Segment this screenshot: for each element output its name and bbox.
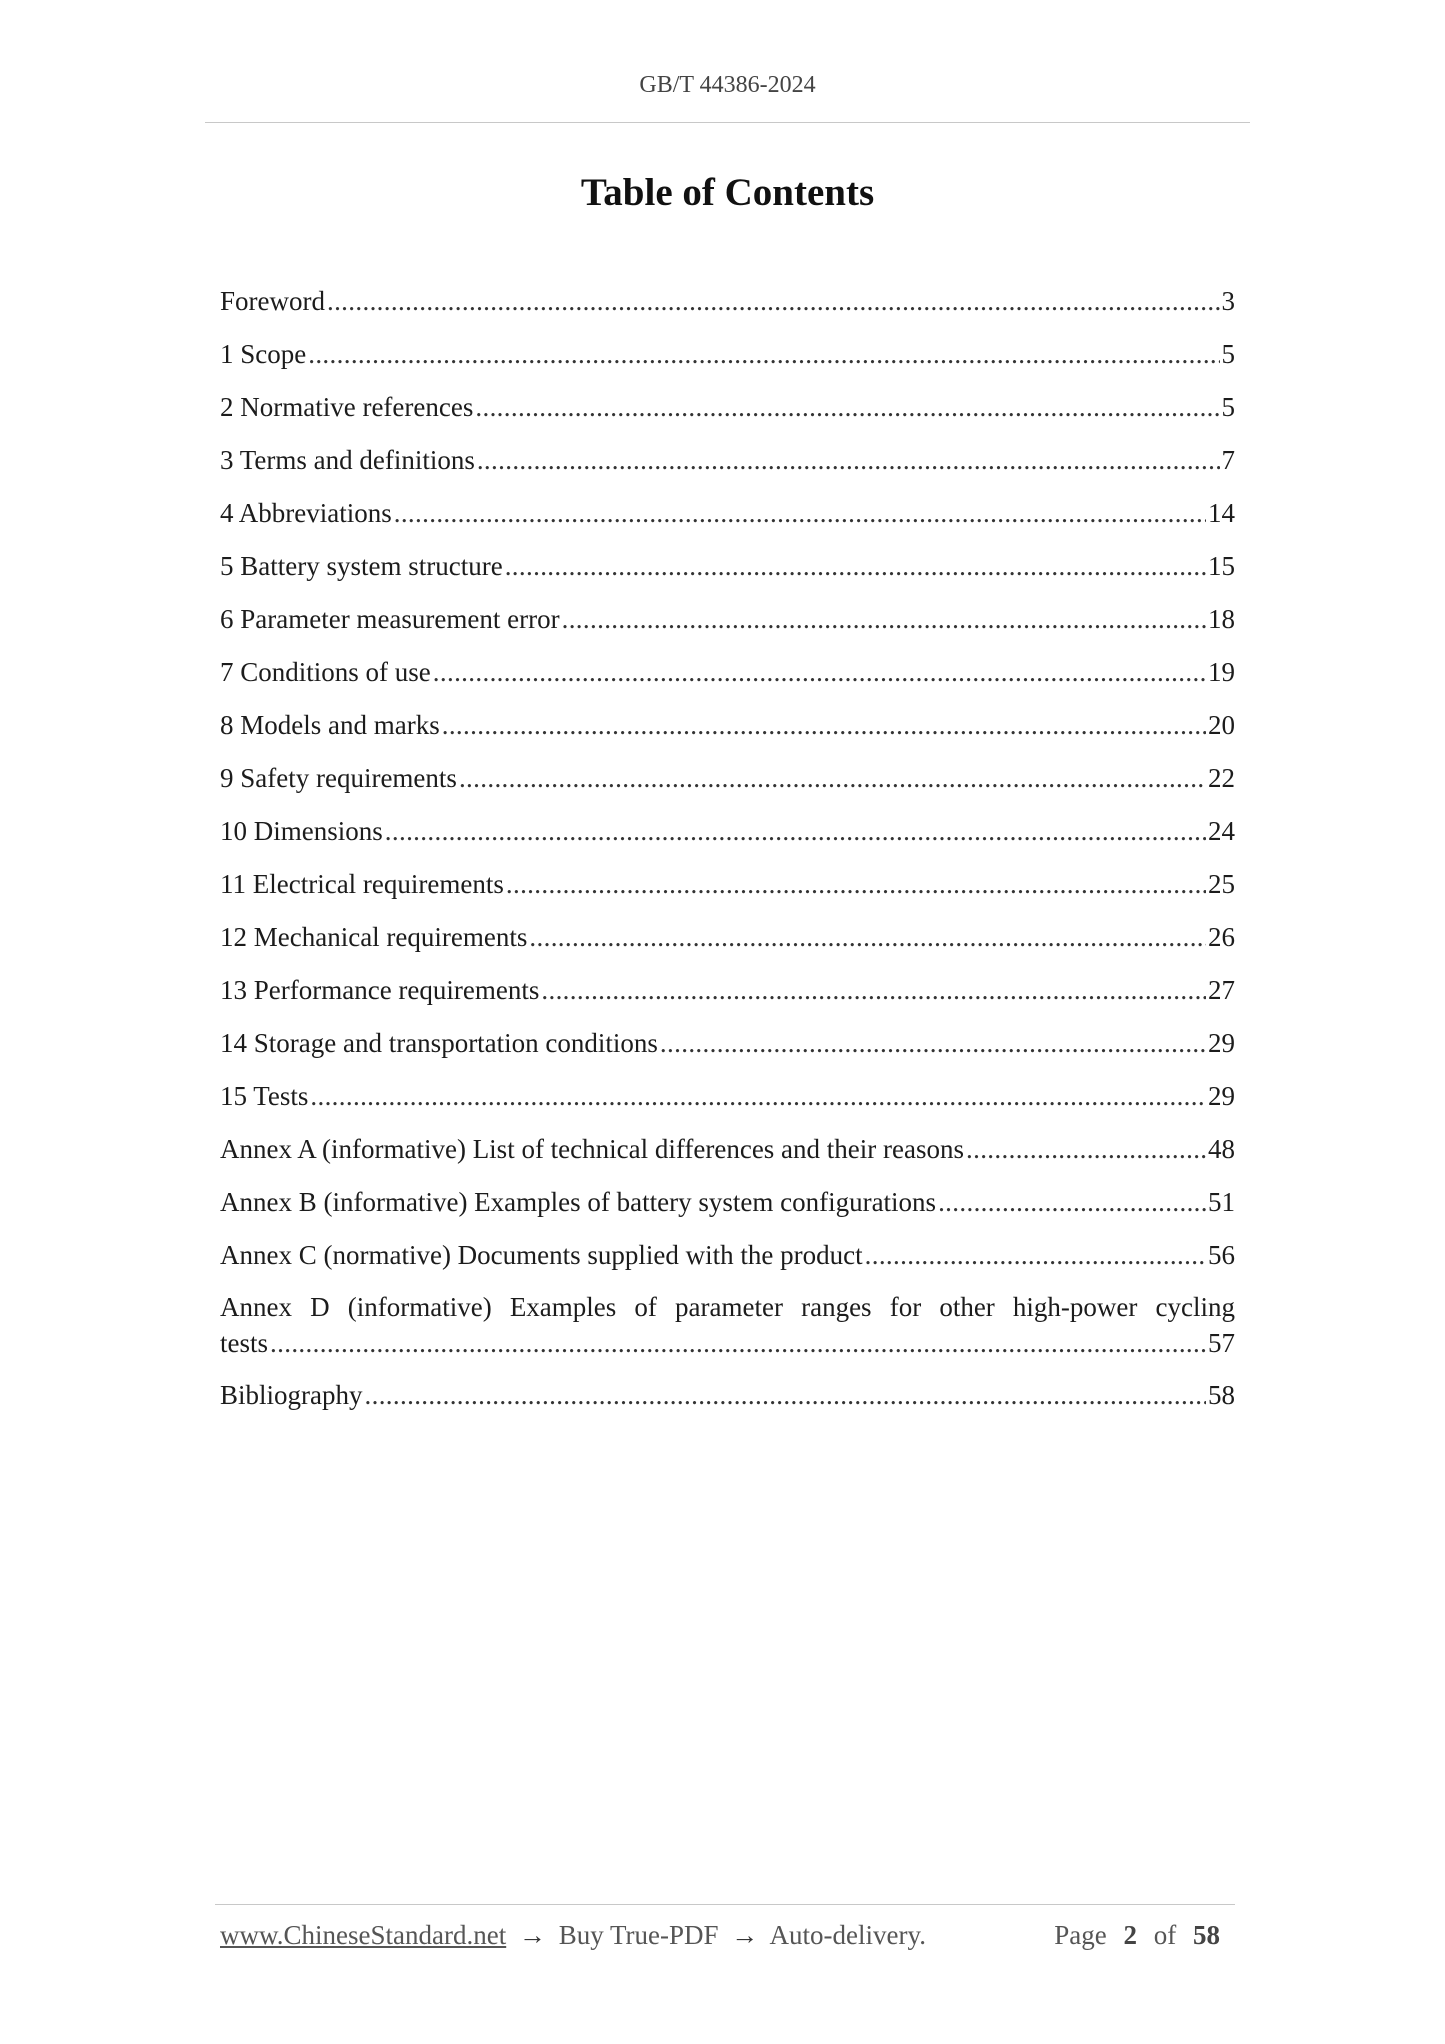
toc-entry[interactable] — [220, 812, 1235, 850]
toc-entry-label: Foreword — [220, 286, 325, 316]
arrow-right-icon: → — [518, 1920, 546, 1950]
toc-entry-page: 48 — [1208, 1134, 1235, 1164]
toc-entry-label: 8 Models and marks — [220, 710, 440, 740]
toc-entry-page: 3 — [1221, 286, 1235, 316]
toc-entry[interactable] — [220, 759, 1235, 797]
toc-entry[interactable] — [220, 441, 1235, 479]
auto-delivery-text: Auto-delivery. — [769, 1920, 926, 1950]
toc-entry-page: 56 — [1208, 1240, 1235, 1270]
toc-entry-page: 22 — [1208, 763, 1235, 793]
toc-entry-label-continued: tests — [220, 1328, 269, 1358]
toc-entry-label: 11 Electrical requirements — [220, 869, 504, 899]
toc-entry-page: 26 — [1208, 922, 1235, 952]
toc-entry-page: 14 — [1208, 498, 1235, 528]
toc-entry-page: 7 — [1221, 445, 1235, 475]
dot-leader — [327, 282, 1220, 320]
toc-entry-label: 6 Parameter measurement error — [220, 604, 560, 634]
dot-leader — [385, 812, 1206, 850]
toc-entry[interactable] — [220, 1236, 1235, 1274]
of-word: of — [1153, 1920, 1177, 1950]
toc-entry-label: Annex D (informative) Examples of parameter ranges for other high-power cycling — [220, 1292, 1235, 1322]
toc-entry-page: 15 — [1208, 551, 1235, 581]
toc-entry-page: 27 — [1208, 975, 1235, 1005]
dot-leader — [365, 1376, 1207, 1414]
total-pages-number: 58 — [1193, 1920, 1220, 1950]
page-indicator — [1054, 1920, 1230, 1951]
toc-entry-label: 12 Mechanical requirements — [220, 922, 528, 952]
dot-leader — [865, 1236, 1206, 1274]
toc-entry-page: 57 — [1208, 1328, 1235, 1358]
dot-leader — [477, 441, 1220, 479]
toc-entry-label: 10 Dimensions — [220, 816, 383, 846]
toc-entry-bibliography[interactable] — [220, 1376, 1235, 1414]
toc-entry[interactable] — [220, 388, 1235, 426]
toc-entry[interactable] — [220, 1024, 1235, 1062]
toc-entry-page: 29 — [1208, 1081, 1235, 1111]
standard-code-header: GB/T 44386-2024 — [639, 72, 816, 98]
header-divider — [205, 122, 1250, 123]
toc-entry[interactable] — [220, 653, 1235, 691]
toc-entry[interactable] — [220, 1130, 1235, 1168]
page-footer — [220, 1920, 1230, 1951]
dot-leader — [660, 1024, 1206, 1062]
toc-entry[interactable] — [220, 600, 1235, 638]
toc-entry-label: 3 Terms and definitions — [220, 445, 475, 475]
toc-entry-annex-d[interactable] — [220, 1289, 1235, 1361]
toc-entry-page: 19 — [1208, 657, 1235, 687]
dot-leader — [966, 1130, 1206, 1168]
dot-leader — [394, 494, 1206, 532]
dot-leader — [459, 759, 1206, 797]
toc-entry-label: Annex A (informative) List of technical differences and their reasons — [220, 1134, 964, 1164]
dot-leader — [310, 1077, 1206, 1115]
toc-entry-page: 51 — [1208, 1187, 1235, 1217]
toc-entry-label: 1 Scope — [220, 339, 307, 369]
toc-entry[interactable] — [220, 865, 1235, 903]
toc-entry-page: 18 — [1208, 604, 1235, 634]
dot-leader — [433, 653, 1206, 691]
dot-leader — [938, 1183, 1206, 1221]
toc-entry-label: Annex B (informative) Examples of battery system configurations — [220, 1187, 937, 1217]
dot-leader — [562, 600, 1206, 638]
toc-entry-page: 25 — [1208, 869, 1235, 899]
toc-entry[interactable] — [220, 1077, 1235, 1115]
toc-entry[interactable] — [220, 282, 1235, 320]
dot-leader — [475, 388, 1219, 426]
page-title: Table of Contents — [580, 171, 875, 214]
buy-pdf-text: Buy True-PDF — [558, 1920, 719, 1950]
toc-entry-label: 4 Abbreviations — [220, 498, 392, 528]
toc-entry-page: 58 — [1208, 1380, 1235, 1410]
toc-entry[interactable] — [220, 494, 1235, 532]
toc-entry[interactable] — [220, 706, 1235, 744]
dot-leader — [505, 547, 1206, 585]
toc-entry-label: 13 Performance requirements — [220, 975, 540, 1005]
table-of-contents — [220, 282, 1235, 1429]
dot-leader — [442, 706, 1206, 744]
toc-entry-page: 24 — [1208, 816, 1235, 846]
toc-entry-label: 7 Conditions of use — [220, 657, 431, 687]
toc-entry-label: Annex C (normative) Documents supplied with the product — [220, 1240, 863, 1270]
toc-entry-page: 5 — [1221, 339, 1235, 369]
toc-entry-label: 15 Tests — [220, 1081, 309, 1111]
footer-divider — [215, 1904, 1235, 1905]
toc-entry[interactable] — [220, 547, 1235, 585]
toc-entry-list — [220, 282, 1235, 1274]
page-word: Page — [1054, 1920, 1107, 1950]
toc-entry[interactable] — [220, 335, 1235, 373]
toc-entry-page: 29 — [1208, 1028, 1235, 1058]
dot-leader — [529, 918, 1206, 956]
current-page-number: 2 — [1123, 1920, 1137, 1950]
arrow-right-icon: → — [731, 1920, 759, 1950]
toc-entry-page: 20 — [1208, 710, 1235, 740]
toc-entry-label: 2 Normative references — [220, 392, 474, 422]
site-link[interactable]: www.ChineseStandard.net — [220, 1920, 507, 1950]
toc-entry[interactable] — [220, 918, 1235, 956]
dot-leader — [308, 335, 1219, 373]
toc-entry[interactable] — [220, 971, 1235, 1009]
toc-entry[interactable] — [220, 1183, 1235, 1221]
toc-entry-label: 5 Battery system structure — [220, 551, 503, 581]
dot-leader — [270, 1325, 1206, 1361]
toc-entry-label: 9 Safety requirements — [220, 763, 457, 793]
toc-entry-label: Bibliography — [220, 1380, 363, 1410]
toc-entry-page: 5 — [1221, 392, 1235, 422]
dot-leader — [506, 865, 1206, 903]
footer-promo — [220, 1920, 926, 1951]
dot-leader — [541, 971, 1206, 1009]
toc-entry-label: 14 Storage and transportation conditions — [220, 1028, 658, 1058]
